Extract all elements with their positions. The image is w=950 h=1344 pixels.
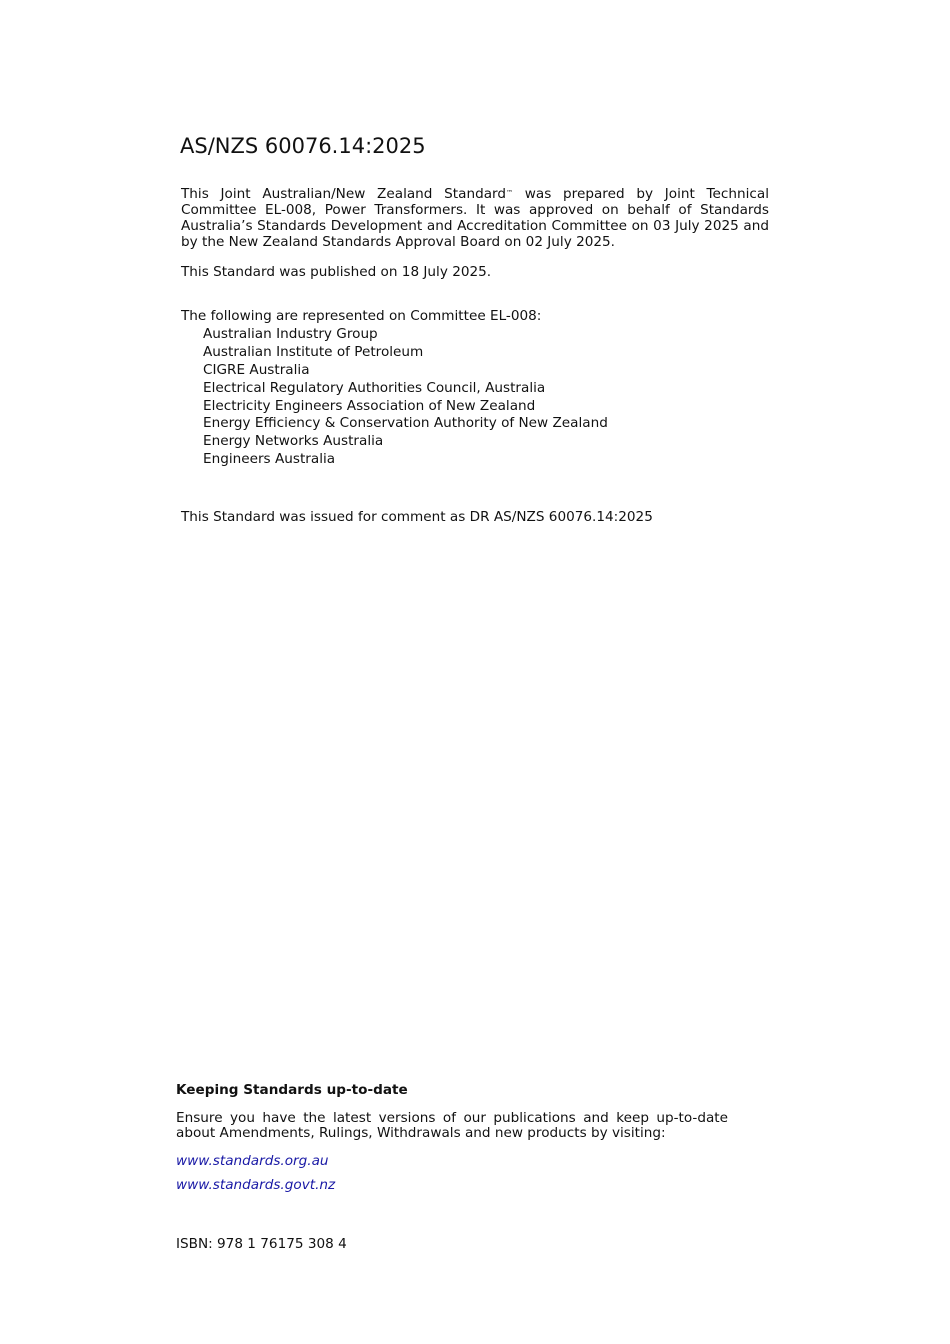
approval-text-start: This Joint Australian/New Zealand Standard: [181, 186, 507, 202]
committee-member: Electricity Engineers Association of New Zealand: [203, 397, 536, 414]
committee-member: Engineers Australia: [203, 451, 336, 468]
approval-statement: [181, 186, 769, 250]
keeping-up-to-date-text: Ensure you have the latest versions of our publications and keep up-to-date about Amendments, Rulings, Withdrawals and new products by visiting:: [176, 1110, 728, 1141]
committee-member: Energy Efficiency & Conservation Authority of New Zealand: [203, 415, 608, 432]
committee-member-list: [181, 326, 608, 469]
committee-member: CIGRE Australia: [203, 361, 310, 378]
approval-text-end: was prepared by Joint Technical Committee EL-008, Power Transformers. It was approved on behalf of Standards Australia’s Standards Development and Accreditation Committee on 03 July 2025 and by the New Zealand Standards Approval Board on 02 July 2025.: [181, 186, 769, 250]
committee-section: [181, 308, 608, 469]
document-designation: AS/NZS 60076.14:2025: [180, 134, 426, 158]
committee-member: Australian Industry Group: [203, 326, 378, 342]
committee-intro: The following are represented on Committee EL-008:: [181, 308, 542, 324]
committee-member: Australian Institute of Petroleum: [203, 343, 424, 360]
committee-member: Electrical Regulatory Authorities Council, Australia: [203, 379, 546, 396]
isbn-number: ISBN: 978 1 76175 308 4: [176, 1236, 347, 1252]
standards-australia-link[interactable]: www.standards.org.au: [176, 1153, 329, 1169]
draft-issued-note: This Standard was issued for comment as DR AS/NZS 60076.14:2025: [181, 509, 653, 525]
publication-date-statement: This Standard was published on 18 July 2025.: [181, 264, 492, 280]
standards-new-zealand-link[interactable]: www.standards.govt.nz: [176, 1177, 336, 1193]
keeping-up-to-date-heading: Keeping Standards up-to-date: [176, 1082, 408, 1098]
trademark-symbol: ™: [506, 189, 514, 197]
committee-member: Energy Networks Australia: [203, 433, 384, 450]
